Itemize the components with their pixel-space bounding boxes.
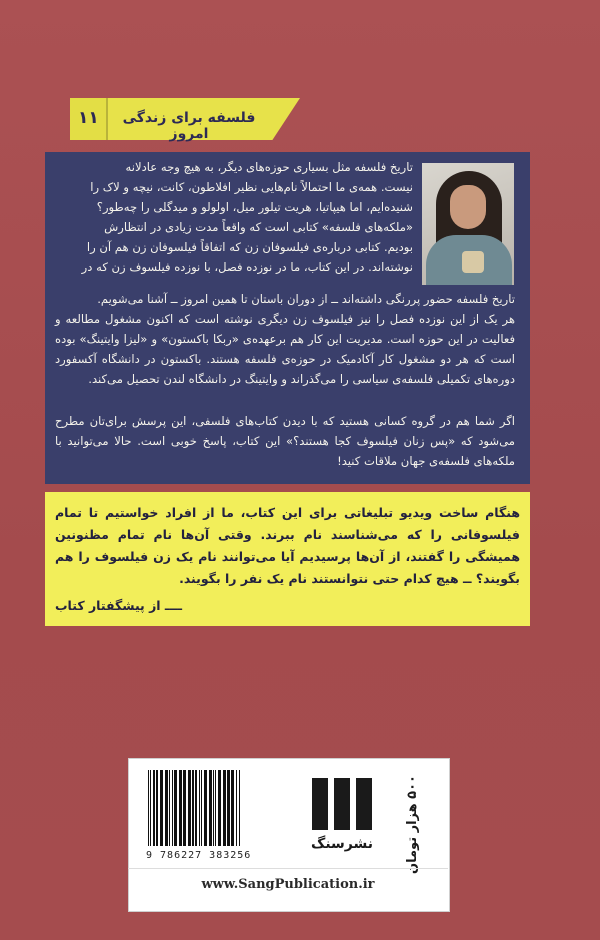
barcode-bar <box>240 770 241 846</box>
price-label: ۵۰۰ هزار تومان <box>405 775 420 874</box>
paragraph-1-line: تاریخ فلسفه مثل بسیاری حوزه‌های دیگر، به هیچ وجه عادلانه <box>125 160 413 174</box>
paragraph-3: اگر شما هم در گروه کسانی هستید که با دیدن کتاب‌های فلسفی، این پرسش برای‌تان مطرح می‌شود که «پس زنان فیلسوف کجا هستند؟» این کتاب، پاسخ خوبی است. حالا می‌توانید با ملکه‌های فلسفه‌ی جهان ملاقات کنید! <box>55 414 515 468</box>
paragraph-1-line: بودیم. کتابی درباره‌ی فیلسوفان زن که اتفاقاً فیلسوفان زن هم آن را <box>86 240 413 254</box>
paragraph-2: هر یک از این نوزده فصل را نیز فیلسوف زن دیگری نوشته است که اکنون مشغول مطالعه و فعالیت در این حوزه است. مدیریت این کار هم برعهده‌ی «ربکا باکستون» و «لیزا وایتینگ» بوده است که هر دو مشغول کار آکادمیک در حوزه‌ی فلسفه هستند. باکستون در دانشگاه آکسفورد دوره‌های تکمیلی فلسفه‌ی سیاسی را می‌گذراند و وایتینگ در دانشگاه لندن تحصیل می‌کند. <box>55 312 515 386</box>
quote-text: هنگام ساخت ویدیو تبلیغاتی برای این کتاب، ما از افراد خواستیم تا تمام فیلسوفانی را که می‌شناسند نام ببرند. وقتی آن‌ها نام تمام مظنونین همیشگی را گفتند، از آن‌ها پرسیدیم آیا می‌توانند نام یک زن فیلسوف را هم بگویند؟ ــ هیچ کدام حتی نتوانستند نام یک نفر را بگویند. <box>55 505 520 586</box>
paragraph-1-lines <box>55 157 413 277</box>
barcode-number: 9 786227 383256 <box>146 850 252 861</box>
paragraph-1-line: شنیده‌ایم، اما هیپاتیا، هریت تیلور میل، اولولو و میدگلی را چه‌طور؟ <box>96 200 413 214</box>
series-number: ۱۱ <box>78 108 99 128</box>
publisher-logo-icon <box>312 778 374 830</box>
website-url: www.SangPublication.ir <box>201 877 375 892</box>
paragraph-1-rest: تاریخ فلسفه حضور پررنگی داشته‌اند ــ از دوران باستان تا همین امروز ــ آشنا می‌شویم. <box>97 292 515 306</box>
quote-source: ــــ از پیشگفتار کتاب <box>55 598 183 613</box>
barcode <box>148 770 288 846</box>
publisher-name: نشرسنگ <box>310 836 374 852</box>
paragraph-1-line: «ملکه‌های فلسفه» کتابی است که واقعاً مدت زیادی در انتظارش <box>104 220 413 234</box>
paragraph-1-line: نوشته‌اند. در این کتاب، ما در نوزده فصل، با نوزده فیلسوف زن که در <box>81 260 413 274</box>
paragraph-1-line: نیست. همه‌ی ما احتمالاً نام‌هایی نظیر افلاطون، کانت، نیچه و لاک را <box>90 180 413 194</box>
author-photo <box>422 163 514 285</box>
series-title: فلسفه برای زندگی امروز <box>122 110 256 142</box>
